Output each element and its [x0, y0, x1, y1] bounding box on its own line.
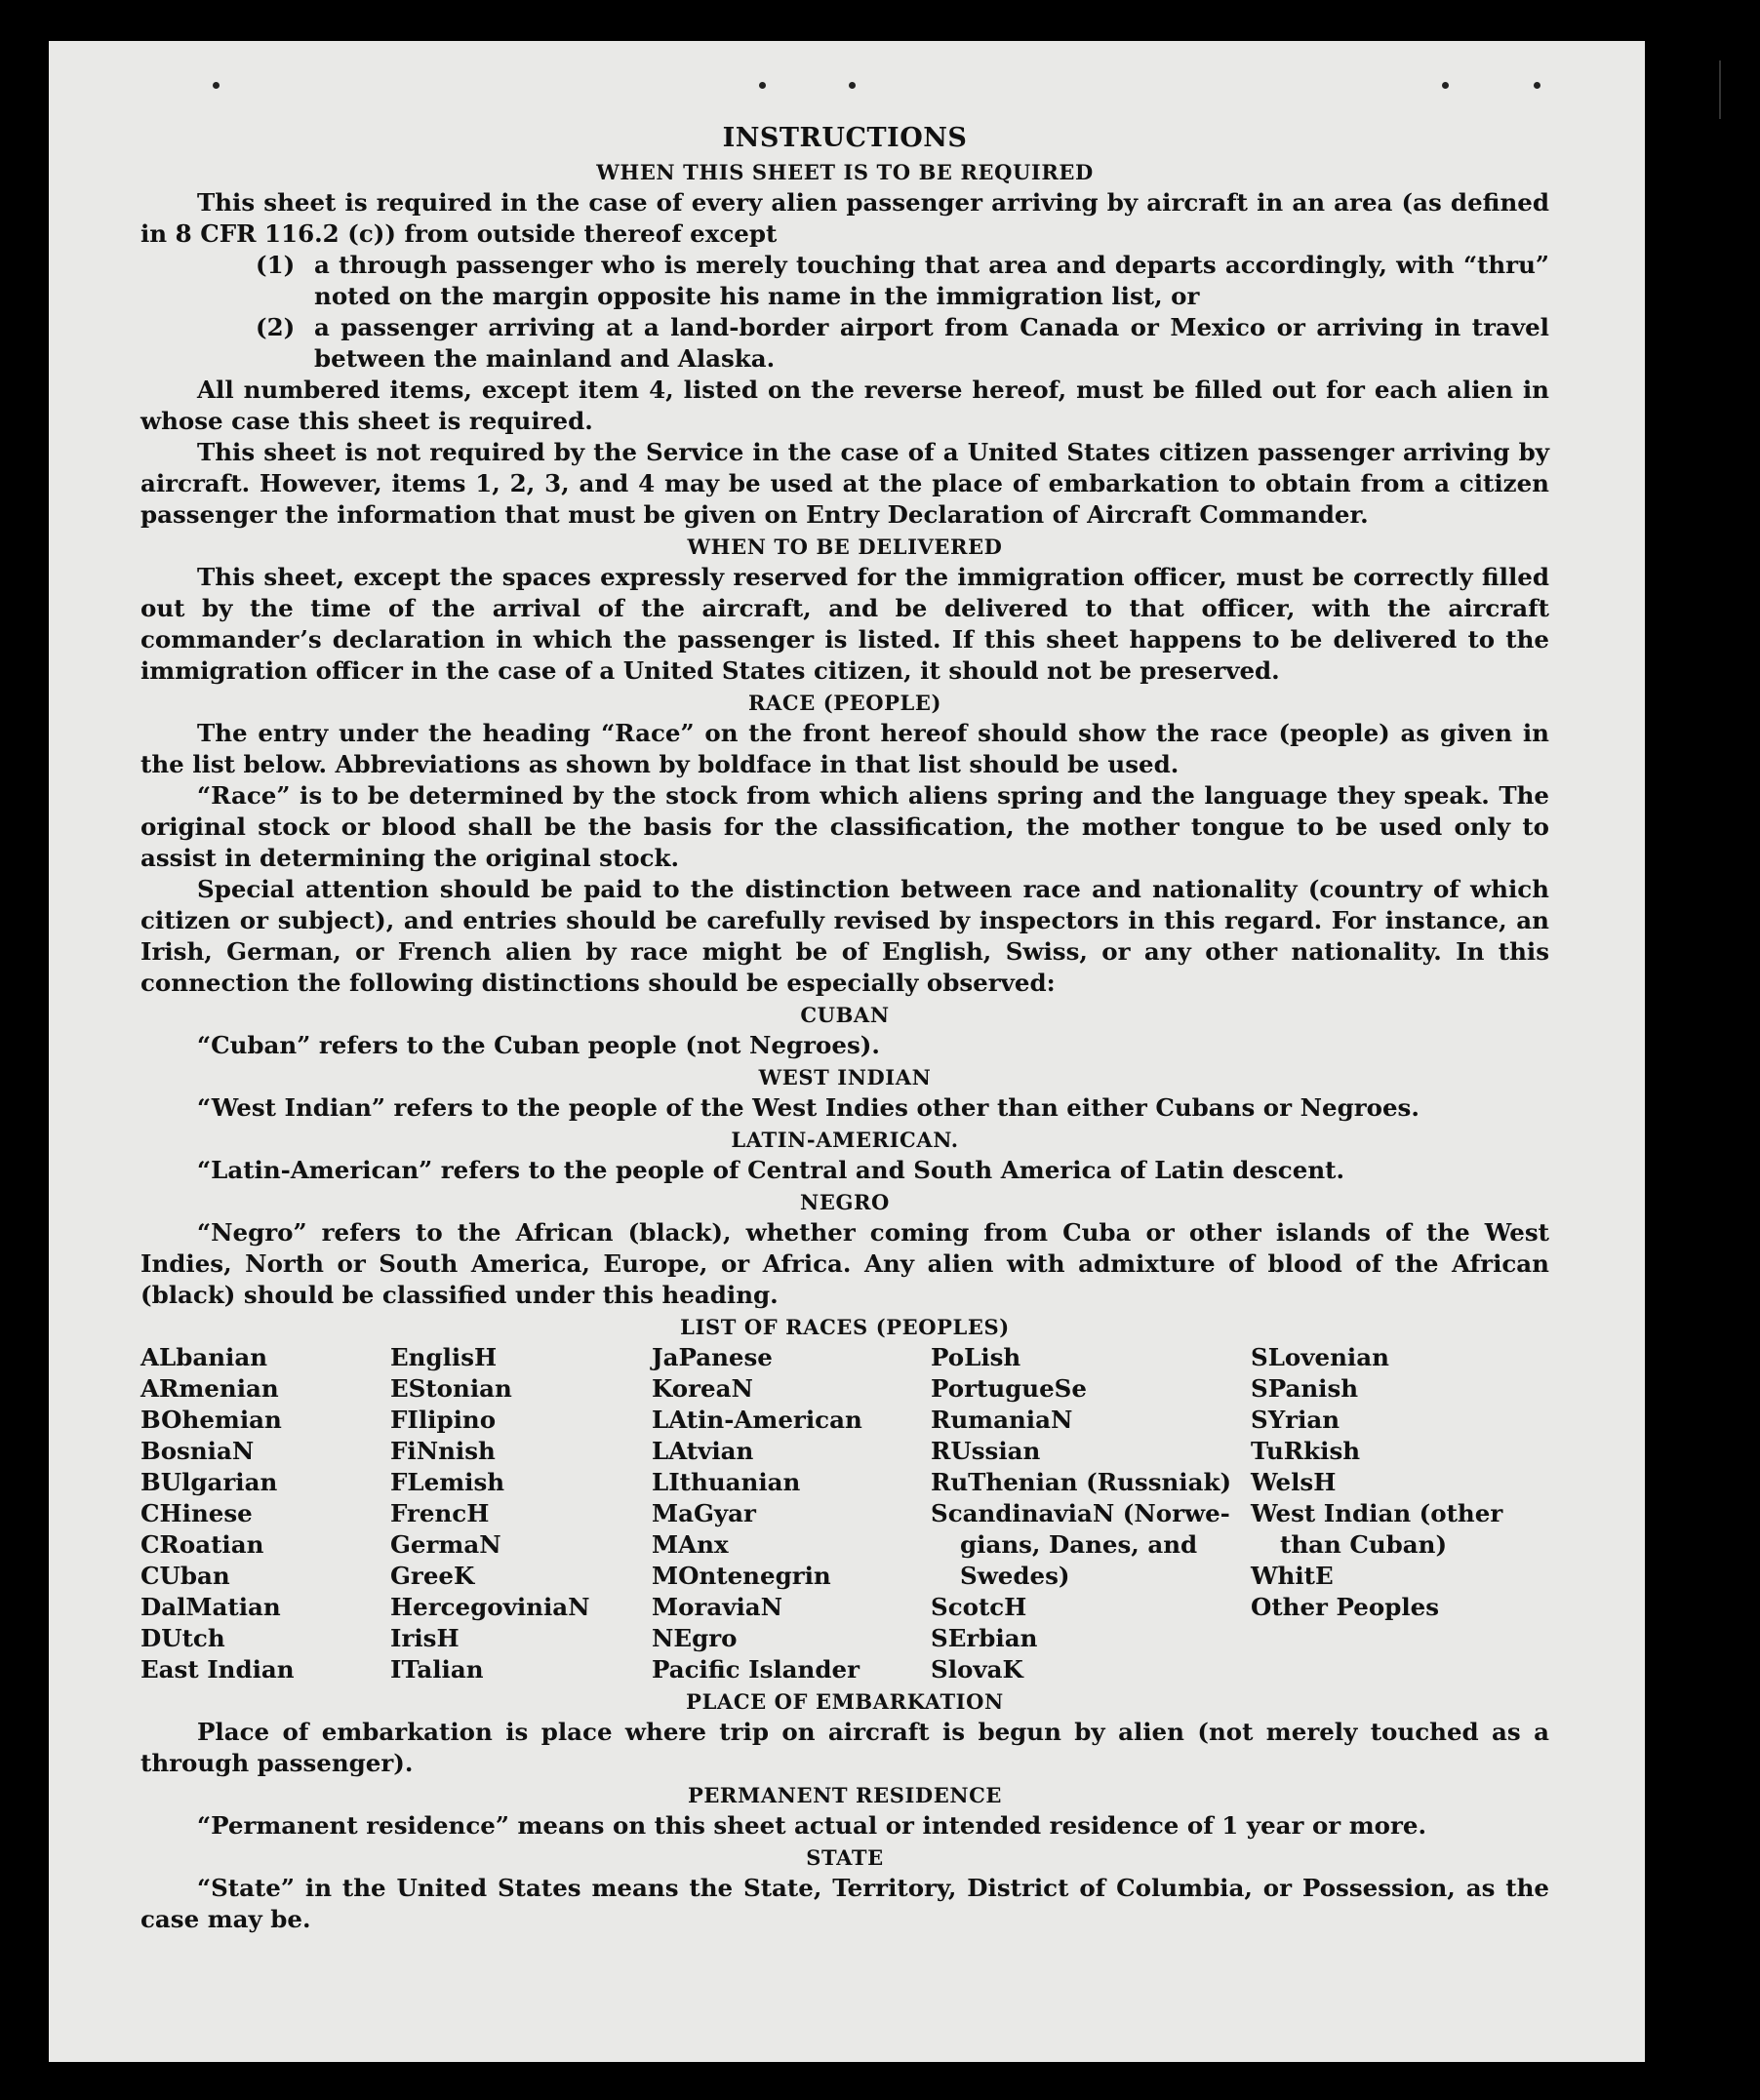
paragraph: “Latin-American” refers to the people of Central and South America of Latin descent.	[197, 1156, 1344, 1184]
race-item: East Indian	[140, 1655, 295, 1684]
paragraph: This sheet, except the spaces expressly reserved for the immigration officer, must be correctly filled out by the time of the arrival of the aircraft, and be delivered to that officer, with the aircraft commander’s declaration in which the passenger is listed. If this sheet happens to be delivered to the immigration officer in the case of a United States citizen, it should not be preserved.	[140, 563, 1549, 685]
paragraph: All numbered items, except item 4, listed on the reverse hereof, must be filled out for each alien in whose case this sheet is required.	[140, 376, 1549, 435]
race-item: PoLish	[931, 1343, 1021, 1371]
exception-text: a through passenger who is merely touching that area and departs accordingly, with “thru” noted on the margin opposite his name in the immigration list, or	[314, 251, 1549, 310]
races-list	[140, 1342, 1549, 1685]
race-item: TuRkish	[1251, 1437, 1361, 1465]
paragraph: Special attention should be paid to the distinction between race and nationality (country of which citizen or subject), and entries should be carefully revised by inspectors in this regard. For instance, an Irish, German, or French alien by race might be of English, Swiss, or any other nationality. In this connection the following distinctions should be especially observed:	[140, 875, 1549, 997]
section-heading-negro: NEGRO	[800, 1190, 890, 1214]
races-column	[140, 1342, 390, 1685]
race-item: JaPanese	[652, 1343, 773, 1371]
exception-item	[256, 312, 1549, 375]
paragraph: “Cuban” refers to the Cuban people (not Negroes).	[197, 1031, 880, 1059]
race-item: KoreaN	[652, 1374, 753, 1403]
race-item: West Indian (other	[1251, 1499, 1503, 1527]
punch-mark	[759, 82, 766, 89]
paragraph: The entry under the heading “Race” on the front hereof should show the race (people) as given in the list below. Abbreviations as shown by boldface in that list should be used.	[140, 719, 1549, 778]
section-heading-state: STATE	[806, 1845, 884, 1870]
section-heading-west-indian: WEST INDIAN	[758, 1065, 932, 1090]
race-item: than Cuban)	[1280, 1530, 1448, 1559]
race-item: PortugueSe	[931, 1374, 1087, 1403]
punch-mark	[213, 82, 220, 89]
exception-text: a passenger arriving at a land-border airport from Canada or Mexico or arriving in travel between the mainland and Alaska.	[314, 313, 1549, 373]
section-heading-delivered: WHEN TO BE DELIVERED	[687, 535, 1003, 559]
exception-number: (2)	[256, 313, 296, 341]
section-heading-embarkation: PLACE OF EMBARKATION	[686, 1689, 1004, 1714]
paragraph: This sheet is not required by the Service in the case of a United States citizen passenger arriving by aircraft. However, items 1, 2, 3, and 4 may be used at the place of embarkation to obtain from a citizen passenger the information that must be given on Entry Declaration of Aircraft Commander.	[140, 438, 1549, 529]
punch-mark	[849, 82, 856, 89]
section-heading-race: RACE (PEOPLE)	[747, 691, 942, 715]
paragraph: “State” in the United States means the State, Territory, District of Columbia, or Possession, as the case may be.	[140, 1874, 1549, 1933]
race-item: WhitE	[1251, 1562, 1334, 1590]
page-title: INSTRUCTIONS	[722, 123, 968, 153]
race-item: MoraviaN	[652, 1593, 783, 1621]
punch-mark	[1442, 82, 1449, 89]
race-item: FIlipino	[390, 1406, 497, 1434]
section-heading-required: WHEN THIS SHEET IS TO BE REQUIRED	[596, 160, 1094, 184]
scan-edge-mark	[1719, 60, 1721, 119]
race-item: RuThenian (Russniak)	[931, 1468, 1232, 1496]
race-item: Swedes)	[960, 1562, 1070, 1590]
race-item: SPanish	[1251, 1374, 1359, 1403]
race-item: SYrian	[1251, 1406, 1340, 1434]
race-item: HercegoviniaN	[390, 1593, 590, 1621]
race-item: RumaniaN	[931, 1406, 1073, 1434]
race-item: GreeK	[390, 1562, 475, 1590]
race-item: LAtin-American	[652, 1406, 862, 1434]
race-item: WelsH	[1251, 1468, 1337, 1496]
race-item: BosniaN	[140, 1437, 255, 1465]
race-item: BUlgarian	[140, 1468, 278, 1496]
section-heading-list-of-races: LIST OF RACES (PEOPLES)	[680, 1315, 1010, 1339]
race-item: BOhemian	[140, 1406, 282, 1434]
race-item: EStonian	[390, 1374, 512, 1403]
race-item: ARmenian	[140, 1374, 279, 1403]
race-item: CRoatian	[140, 1530, 264, 1559]
race-item: GermaN	[390, 1530, 501, 1559]
race-item: MaGyar	[652, 1499, 756, 1527]
race-item: EnglisH	[390, 1343, 498, 1371]
race-item: MOntenegrin	[652, 1562, 831, 1590]
race-item: ITalian	[390, 1655, 484, 1684]
paragraph: “West Indian” refers to the people of the West Indies other than either Cubans or Negroes.	[197, 1093, 1420, 1122]
section-heading-cuban: CUBAN	[800, 1003, 890, 1027]
punch-mark	[1534, 82, 1540, 89]
races-column	[931, 1342, 1251, 1685]
paragraph: “Negro” refers to the African (black), whether coming from Cuba or other islands of the West Indies, North or South America, Europe, or Africa. Any alien with admixture of blood of the African (black) should be classified under this heading.	[140, 1218, 1549, 1309]
race-item: NEgro	[652, 1624, 738, 1652]
race-item: ScandinaviaN (Norwe-	[931, 1499, 1230, 1527]
section-heading-residence: PERMANENT RESIDENCE	[687, 1783, 1003, 1807]
race-item: LAtvian	[652, 1437, 754, 1465]
race-item: Other Peoples	[1251, 1593, 1440, 1621]
race-item: ScotcH	[931, 1593, 1027, 1621]
race-item: CHinese	[140, 1499, 253, 1527]
race-item: DalMatian	[140, 1593, 281, 1621]
races-column	[652, 1342, 931, 1685]
race-item: SErbian	[931, 1624, 1038, 1652]
race-item: SLovenian	[1251, 1343, 1389, 1371]
races-column	[1251, 1342, 1534, 1685]
section-heading-latin-american: LATIN-AMERICAN.	[731, 1128, 959, 1152]
race-item: SlovaK	[931, 1655, 1023, 1684]
document-page	[49, 41, 1645, 2062]
document-content	[140, 123, 1549, 1935]
race-item: FiNnish	[390, 1437, 496, 1465]
race-item: LIthuanian	[652, 1468, 801, 1496]
race-item: MAnx	[652, 1530, 729, 1559]
exception-number: (1)	[256, 251, 296, 279]
race-item: IrisH	[390, 1624, 460, 1652]
race-item: DUtch	[140, 1624, 225, 1652]
paragraph: “Permanent residence” means on this sheet actual or intended residence of 1 year or more.	[197, 1811, 1427, 1840]
exception-item	[256, 250, 1549, 312]
race-item: Pacific Islander	[652, 1655, 860, 1684]
races-column	[390, 1342, 652, 1685]
race-item: RUssian	[931, 1437, 1041, 1465]
paragraph: “Race” is to be determined by the stock from which aliens spring and the language they speak. The original stock or blood shall be the basis for the classification, the mother tongue to be used only to assist in determining the original stock.	[140, 781, 1549, 872]
race-item: ALbanian	[140, 1343, 268, 1371]
paragraph: This sheet is required in the case of every alien passenger arriving by aircraft in an area (as defined in 8 CFR 116.2 (c)) from outside thereof except	[140, 188, 1549, 248]
race-item: gians, Danes, and	[960, 1530, 1198, 1559]
race-item: FLemish	[390, 1468, 505, 1496]
race-item: FrencH	[390, 1499, 490, 1527]
race-item: CUban	[140, 1562, 230, 1590]
paragraph: Place of embarkation is place where trip on aircraft is begun by alien (not merely touched as a through passenger).	[140, 1718, 1549, 1777]
